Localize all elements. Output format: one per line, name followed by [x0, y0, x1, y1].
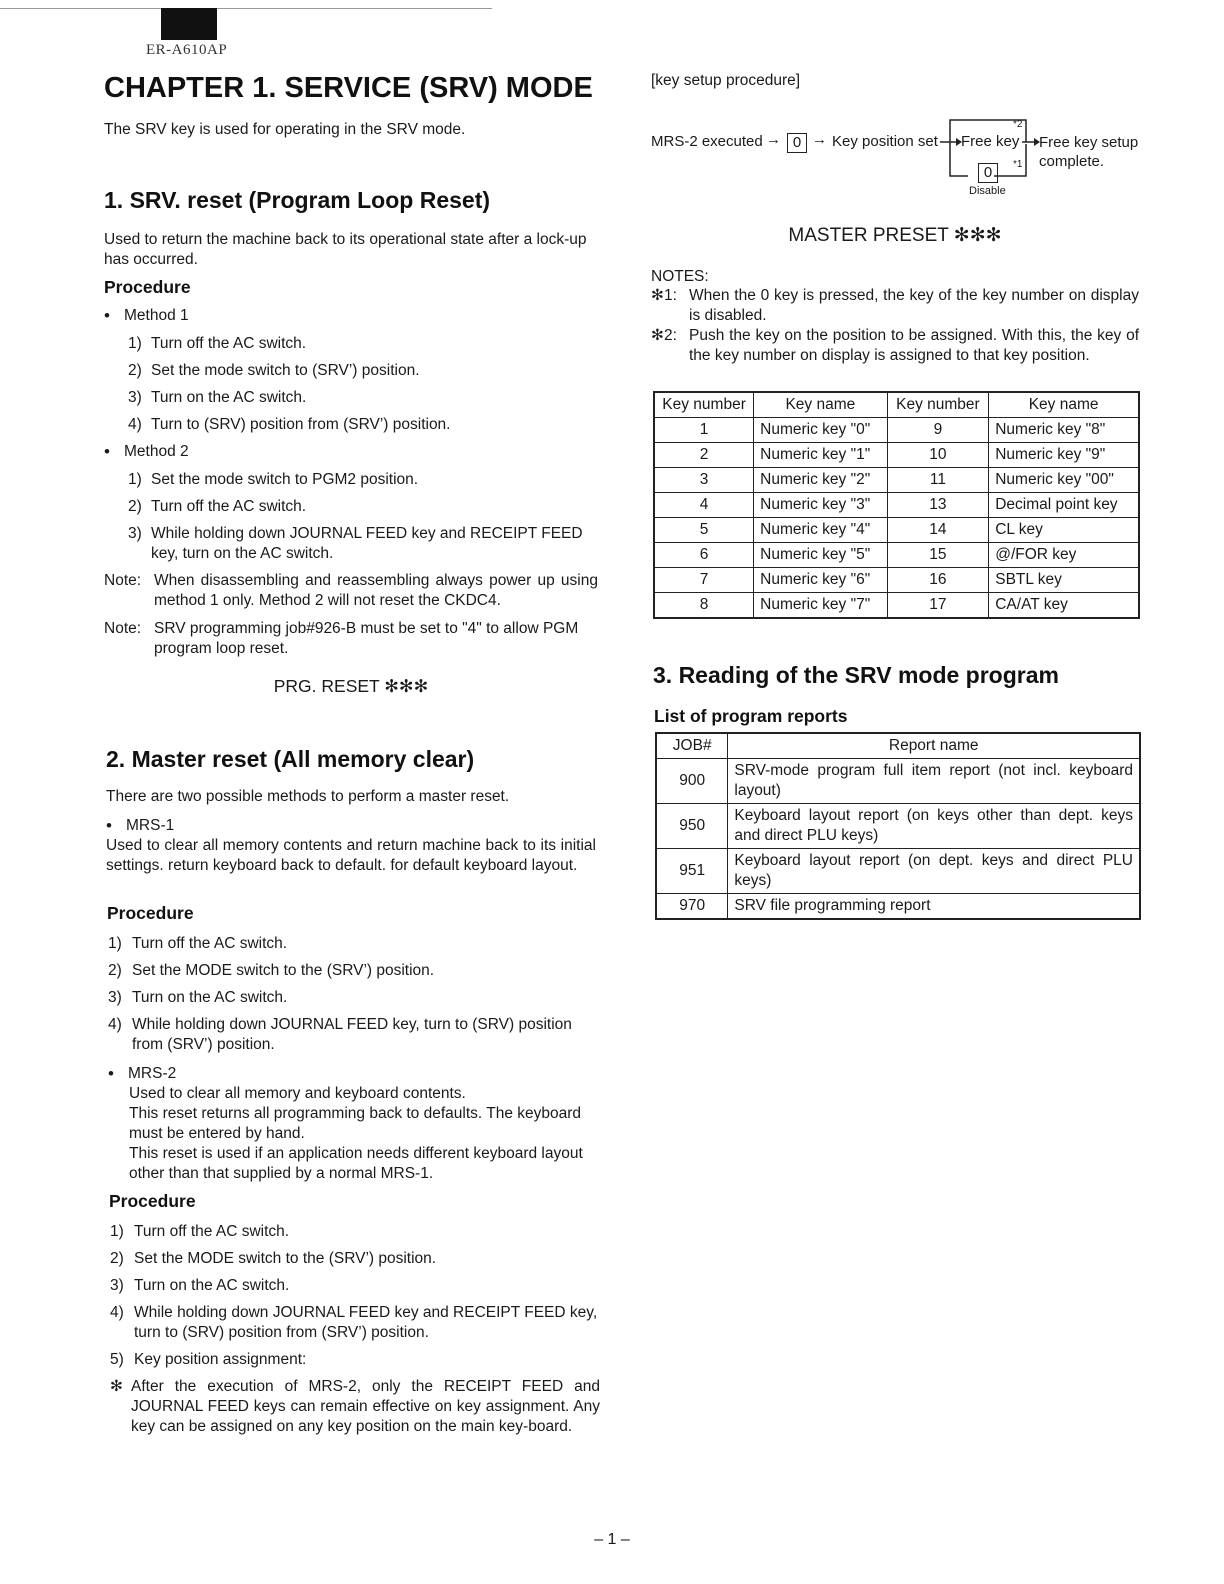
- keysetup-title: [key setup procedure]: [651, 72, 801, 89]
- master-preset-display: MASTER PRESET ✻✻✻: [788, 225, 1002, 246]
- table-row: 4 Numeric key "3" 13 Decimal point key: [654, 493, 1139, 518]
- model-number: ER-A610AP: [146, 42, 228, 58]
- list-item: 3) Turn on the AC switch.: [110, 1277, 290, 1294]
- table-row: 7 Numeric key "6" 16 SBTL key: [654, 568, 1139, 593]
- flow-mark-2: *2: [1013, 119, 1023, 130]
- list-item: 3) While holding down JOURNAL FEED key and RECEIPT FEED key, turn on the AC switch.: [128, 525, 583, 562]
- section1-methods: [104, 306, 598, 659]
- flow-arrow-2: →: [812, 131, 827, 148]
- section2-title: 2. Master reset (All memory clear): [106, 746, 475, 772]
- flow-start: MRS-2 executed: [651, 133, 763, 150]
- chapter-intro: The SRV key is used for operating in the SRV mode.: [104, 121, 466, 138]
- mrs2-procedure-label: Procedure: [109, 1191, 196, 1211]
- program-reports-table: [655, 732, 1141, 920]
- key-number-table: [653, 391, 1140, 619]
- mrs2-block: [108, 1064, 598, 1184]
- method1-label: • Method 1: [104, 306, 598, 326]
- list-item: 2) Turn off the AC switch.: [128, 498, 307, 515]
- header-rule: [0, 8, 492, 9]
- table-header-row: Key number Key name Key number Key name: [654, 392, 1139, 418]
- note-star-2: ✻2: Push the key on the position to be assigned. With this, the key of the key number on display is assigned to that key position.: [651, 327, 1139, 364]
- mrs2-desc-1: Used to clear all memory and keyboard contents.: [129, 1085, 466, 1102]
- table-header-row: JOB# Report name: [656, 733, 1140, 759]
- list-item: 1) Turn off the AC switch.: [108, 935, 288, 952]
- note-1: Note: When disassembling and reassembling always power up using method 1 only. Method 2 will not reset the CKDC4.: [104, 572, 598, 609]
- list-item: 3) Turn on the AC switch.: [128, 389, 307, 406]
- table-row: 8 Numeric key "7" 17 CA/AT key: [654, 593, 1139, 619]
- mrs1-desc: Used to clear all memory contents and return machine back to its initial settings. return keyboard back to default. for default keyboard layout.: [106, 837, 596, 874]
- flow-complete: Free key setup complete.: [1039, 134, 1139, 170]
- mrs1-steps-block: [108, 934, 598, 1062]
- mrs2-footnote: ✻ After the execution of MRS-2, only the RECEIPT FEED and JOURNAL FEED keys can remain effective on key assignment. Any key can be assigned on any key position on the main key-board.: [110, 1378, 600, 1435]
- flow-zero-box: 0: [787, 133, 807, 153]
- section1-procedure-label: Procedure: [104, 277, 191, 297]
- method2-label: • Method 2: [104, 442, 598, 462]
- table-row: 5 Numeric key "4" 14 CL key: [654, 518, 1139, 543]
- table-row: 951 Keyboard layout report (on dept. keys and direct PLU keys): [656, 849, 1140, 894]
- table-row: 1 Numeric key "0" 9 Numeric key "8": [654, 418, 1139, 443]
- mrs2-desc-2: This reset returns all programming back to defaults. The keyboard must be entered by hand.: [129, 1105, 582, 1142]
- flow-disable-box: 0: [978, 163, 998, 183]
- mrs1-label: • MRS-1: [106, 816, 596, 836]
- flow-disable-label: Disable: [969, 185, 1006, 197]
- section1-title: 1. SRV. reset (Program Loop Reset): [104, 187, 491, 213]
- note-star-1: ✻1: When the 0 key is pressed, the key of the key number on display is disabled.: [651, 287, 1139, 324]
- flow-free-key: Free key: [961, 133, 1020, 150]
- list-item: 4) Turn to (SRV) position from (SRV’) position.: [128, 416, 451, 433]
- section3-title: 3. Reading of the SRV mode program: [653, 662, 1059, 688]
- chapter-title: CHAPTER 1. SERVICE (SRV) MODE: [104, 72, 593, 104]
- list-item: 1) Set the mode switch to PGM2 position.: [128, 471, 419, 488]
- list-item: 3) Turn on the AC switch.: [108, 989, 288, 1006]
- flow-keypos: Key position set: [832, 133, 938, 150]
- mrs1-steps: [108, 934, 598, 1055]
- flow-mark-1: *1: [1013, 159, 1023, 170]
- list-item: 4) While holding down JOURNAL FEED key, turn to (SRV) position from (SRV’) position.: [108, 1016, 572, 1053]
- table-row: 6 Numeric key "5" 15 @/FOR key: [654, 543, 1139, 568]
- mrs1-block: [106, 816, 596, 876]
- list-item: 2) Set the mode switch to (SRV’) position.: [128, 362, 420, 379]
- mrs2-steps: [110, 1222, 600, 1370]
- table-row: 900 SRV-mode program full item report (not incl. keyboard layout): [656, 759, 1140, 804]
- method2-steps: [104, 470, 598, 564]
- note-2: Note: SRV programming job#926-B must be set to "4" to allow PGM program loop reset.: [104, 620, 579, 657]
- table-row: 3 Numeric key "2" 11 Numeric key "00": [654, 468, 1139, 493]
- notes-block: [651, 286, 1139, 366]
- section1-intro: Used to return the machine back to its operational state after a lock-up has occurred.: [104, 231, 587, 268]
- list-item: 2) Set the MODE switch to the (SRV’) position.: [108, 962, 435, 979]
- section2-intro: There are two possible methods to perform a master reset.: [106, 788, 510, 805]
- flow-arrow-1: →: [766, 131, 781, 148]
- section3-subtitle: List of program reports: [654, 706, 848, 726]
- list-item: 4) While holding down JOURNAL FEED key and RECEIPT FEED key, turn to (SRV) position from (SRV’) position.: [110, 1304, 598, 1341]
- method1-steps: [104, 334, 598, 435]
- list-item: 2) Set the MODE switch to the (SRV’) position.: [110, 1250, 437, 1267]
- list-item: 5) Key position assignment:: [110, 1351, 307, 1368]
- page-number: – 1 –: [594, 1531, 630, 1548]
- mrs2-label: • MRS-2: [108, 1064, 598, 1084]
- header-block: [161, 8, 217, 40]
- prg-reset-display: PRG. RESET ✻✻✻: [273, 676, 429, 696]
- table-row: 950 Keyboard layout report (on keys other than dept. keys and direct PLU keys): [656, 804, 1140, 849]
- table-row: 2 Numeric key "1" 10 Numeric key "9": [654, 443, 1139, 468]
- mrs2-desc-3: This reset is used if an application needs different keyboard layout other than that supplied by a normal MRS-1.: [129, 1145, 583, 1182]
- list-item: 1) Turn off the AC switch.: [110, 1223, 290, 1240]
- notes-label: NOTES:: [651, 268, 709, 285]
- list-item: 1) Turn off the AC switch.: [128, 335, 307, 352]
- table-row: 970 SRV file programming report: [656, 894, 1140, 920]
- mrs2-steps-block: [110, 1222, 600, 1437]
- mrs1-procedure-label: Procedure: [107, 903, 194, 923]
